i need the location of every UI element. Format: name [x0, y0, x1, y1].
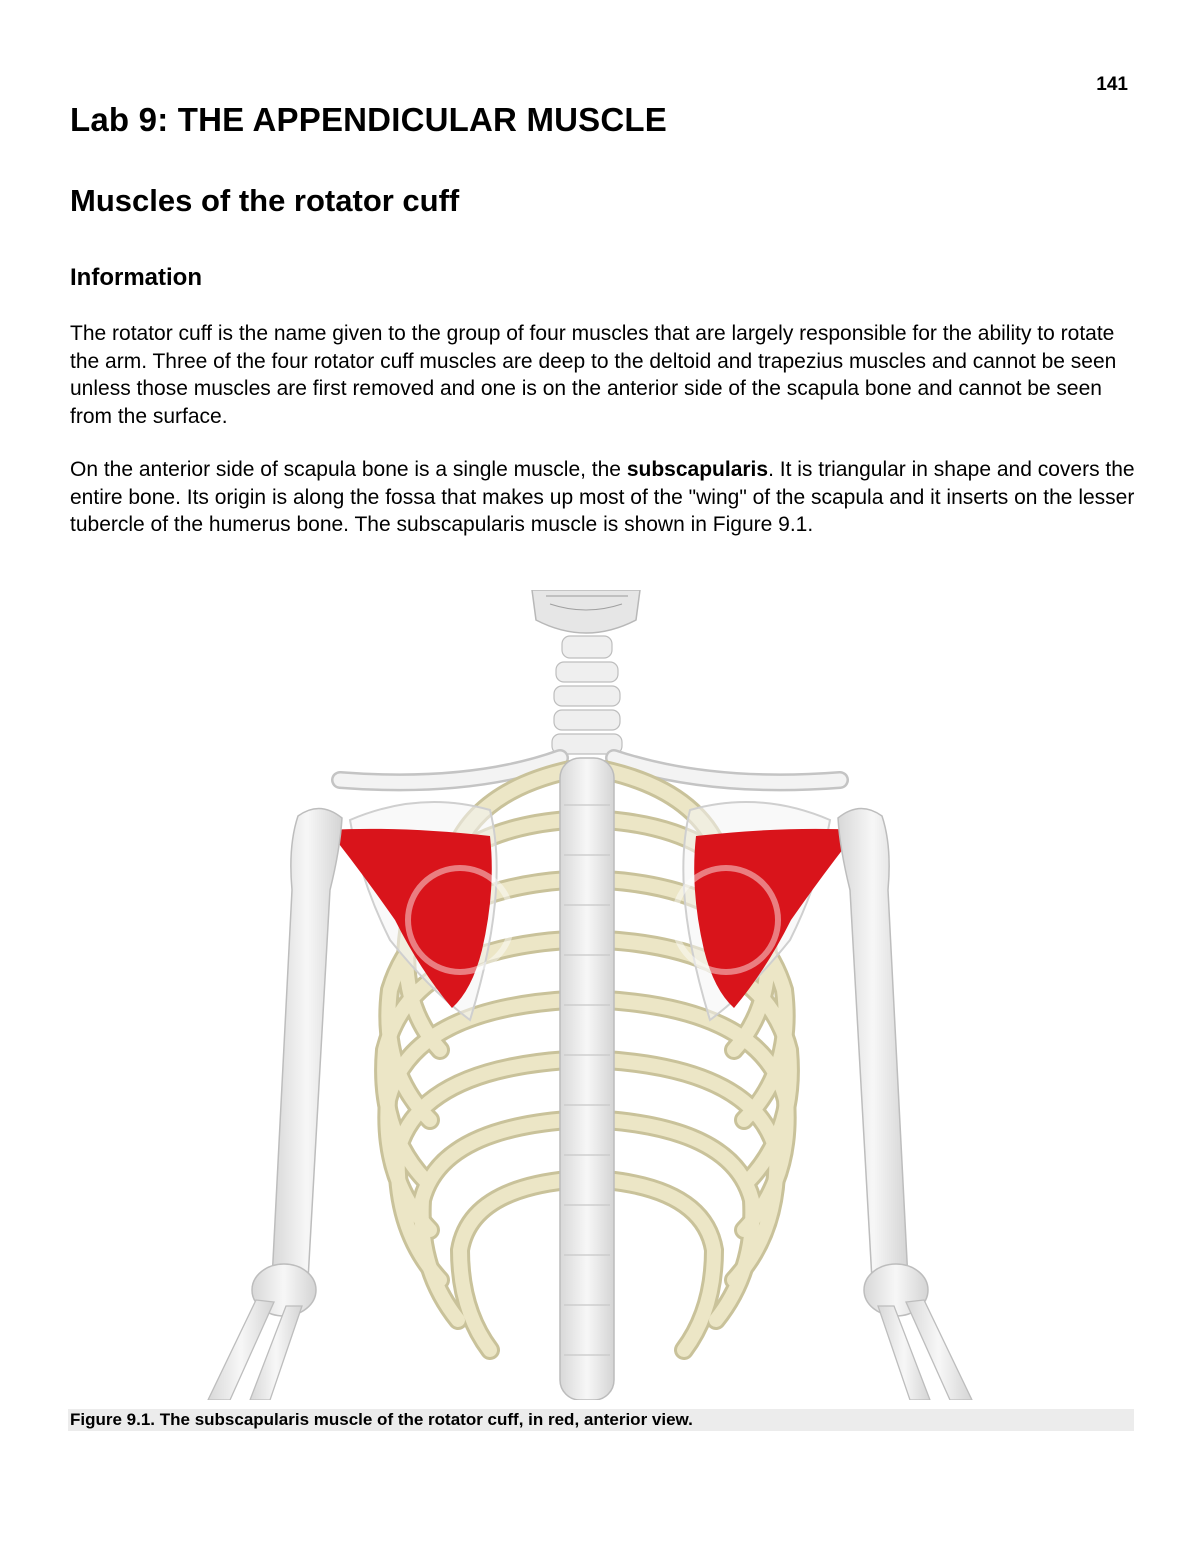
skull: [532, 590, 640, 633]
skeleton-figure: [190, 590, 1010, 1400]
paragraph-text-after: . It is triangular in shape and covers the entire bone. Its origin is along the fossa that makes up most of the "wing" of the scapula and it inserts on the lesser tubercle of the humerus bone. The subscapularis muscle is shown in Figure 9.1.: [70, 458, 1135, 536]
paragraph-text-before: On the anterior side of scapula bone is a single muscle, the: [70, 458, 627, 481]
subscapularis-paragraph: [70, 456, 1135, 539]
section-title: Muscles of the rotator cuff: [70, 183, 460, 218]
page-title: Lab 9: THE APPENDICULAR MUSCLE: [70, 101, 667, 138]
cervical-spine: [552, 636, 622, 754]
information-heading: Information: [70, 264, 202, 291]
figure-caption: Figure 9.1. The subscapularis muscle of the rotator cuff, in red, anterior view.: [68, 1409, 1134, 1431]
page-number: 141: [1096, 74, 1128, 95]
subscapularis-term: subscapularis: [626, 458, 769, 481]
skeleton-illustration: [190, 590, 1010, 1400]
spine: [560, 758, 614, 1400]
intro-paragraph: The rotator cuff is the name given to the group of four muscles that are largely responsible for the ability to rotate the arm. Three of the four rotator cuff muscles are deep to the deltoid and trapezius muscles and cannot be seen unless those muscles are first removed and one is on the anterior side of the scapula bone and cannot be seen from the surface.: [70, 322, 1117, 428]
